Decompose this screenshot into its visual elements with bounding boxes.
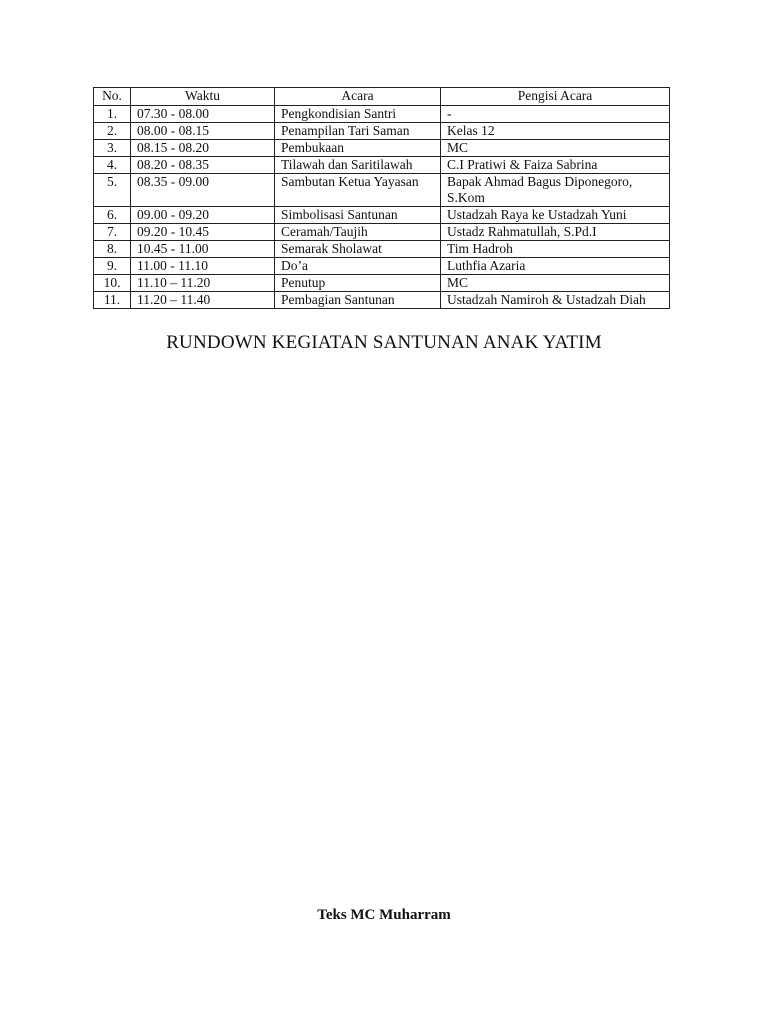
cell-waktu: 09.00 - 09.20 (131, 207, 275, 224)
cell-waktu: 08.20 - 08.35 (131, 157, 275, 174)
table-row (94, 174, 670, 207)
table-row (94, 123, 670, 140)
table-body (94, 106, 670, 309)
cell-pengisi-acara: MC (441, 140, 670, 157)
cell-pengisi-acara: - (441, 106, 670, 123)
cell-acara: Sambutan Ketua Yayasan (275, 174, 441, 207)
cell-no: 9. (94, 258, 131, 275)
table-row (94, 241, 670, 258)
table-row (94, 207, 670, 224)
cell-pengisi-acara: Ustadz Rahmatullah, S.Pd.I (441, 224, 670, 241)
document-title: RUNDOWN KEGIATAN SANTUNAN ANAK YATIM (166, 332, 602, 353)
cell-no: 4. (94, 157, 131, 174)
cell-no: 10. (94, 275, 131, 292)
cell-acara: Pembukaan (275, 140, 441, 157)
table-row (94, 140, 670, 157)
cell-no: 6. (94, 207, 131, 224)
cell-pengisi-acara: Bapak Ahmad Bagus Diponegoro, S.Kom (441, 174, 670, 207)
cell-pengisi-acara: MC (441, 275, 670, 292)
cell-no: 11. (94, 292, 131, 309)
cell-acara: Penutup (275, 275, 441, 292)
cell-acara: Pembagian Santunan (275, 292, 441, 309)
cell-waktu: 07.30 - 08.00 (131, 106, 275, 123)
cell-waktu: 11.10 – 11.20 (131, 275, 275, 292)
cell-acara: Penampilan Tari Saman (275, 123, 441, 140)
cell-no: 2. (94, 123, 131, 140)
header-acara: Acara (275, 88, 441, 106)
cell-pengisi-acara: C.I Pratiwi & Faiza Sabrina (441, 157, 670, 174)
header-pengisi-acara: Pengisi Acara (441, 88, 670, 106)
table-header-row (94, 88, 670, 106)
rundown-table (93, 87, 670, 309)
cell-pengisi-acara: Ustadzah Namiroh & Ustadzah Diah (441, 292, 670, 309)
cell-acara: Ceramah/Taujih (275, 224, 441, 241)
cell-waktu: 08.35 - 09.00 (131, 174, 275, 207)
cell-no: 1. (94, 106, 131, 123)
cell-waktu: 11.20 – 11.40 (131, 292, 275, 309)
header-waktu: Waktu (131, 88, 275, 106)
table-row (94, 275, 670, 292)
cell-acara: Tilawah dan Saritilawah (275, 157, 441, 174)
cell-acara: Semarak Sholawat (275, 241, 441, 258)
cell-acara: Pengkondisian Santri (275, 106, 441, 123)
cell-waktu: 08.00 - 08.15 (131, 123, 275, 140)
cell-no: 8. (94, 241, 131, 258)
cell-pengisi-acara: Luthfia Azaria (441, 258, 670, 275)
cell-waktu: 10.45 - 11.00 (131, 241, 275, 258)
cell-waktu: 08.15 - 08.20 (131, 140, 275, 157)
cell-waktu: 11.00 - 11.10 (131, 258, 275, 275)
cell-no: 5. (94, 174, 131, 207)
table-row (94, 106, 670, 123)
cell-no: 3. (94, 140, 131, 157)
cell-waktu: 09.20 - 10.45 (131, 224, 275, 241)
cell-acara: Simbolisasi Santunan (275, 207, 441, 224)
cell-no: 7. (94, 224, 131, 241)
table-row (94, 157, 670, 174)
header-no: No. (94, 88, 131, 106)
footer-title: Teks MC Muharram (317, 907, 451, 923)
table-row (94, 258, 670, 275)
cell-pengisi-acara: Kelas 12 (441, 123, 670, 140)
table-row (94, 292, 670, 309)
cell-pengisi-acara: Ustadzah Raya ke Ustadzah Yuni (441, 207, 670, 224)
cell-pengisi-acara: Tim Hadroh (441, 241, 670, 258)
cell-acara: Do’a (275, 258, 441, 275)
table-row (94, 224, 670, 241)
